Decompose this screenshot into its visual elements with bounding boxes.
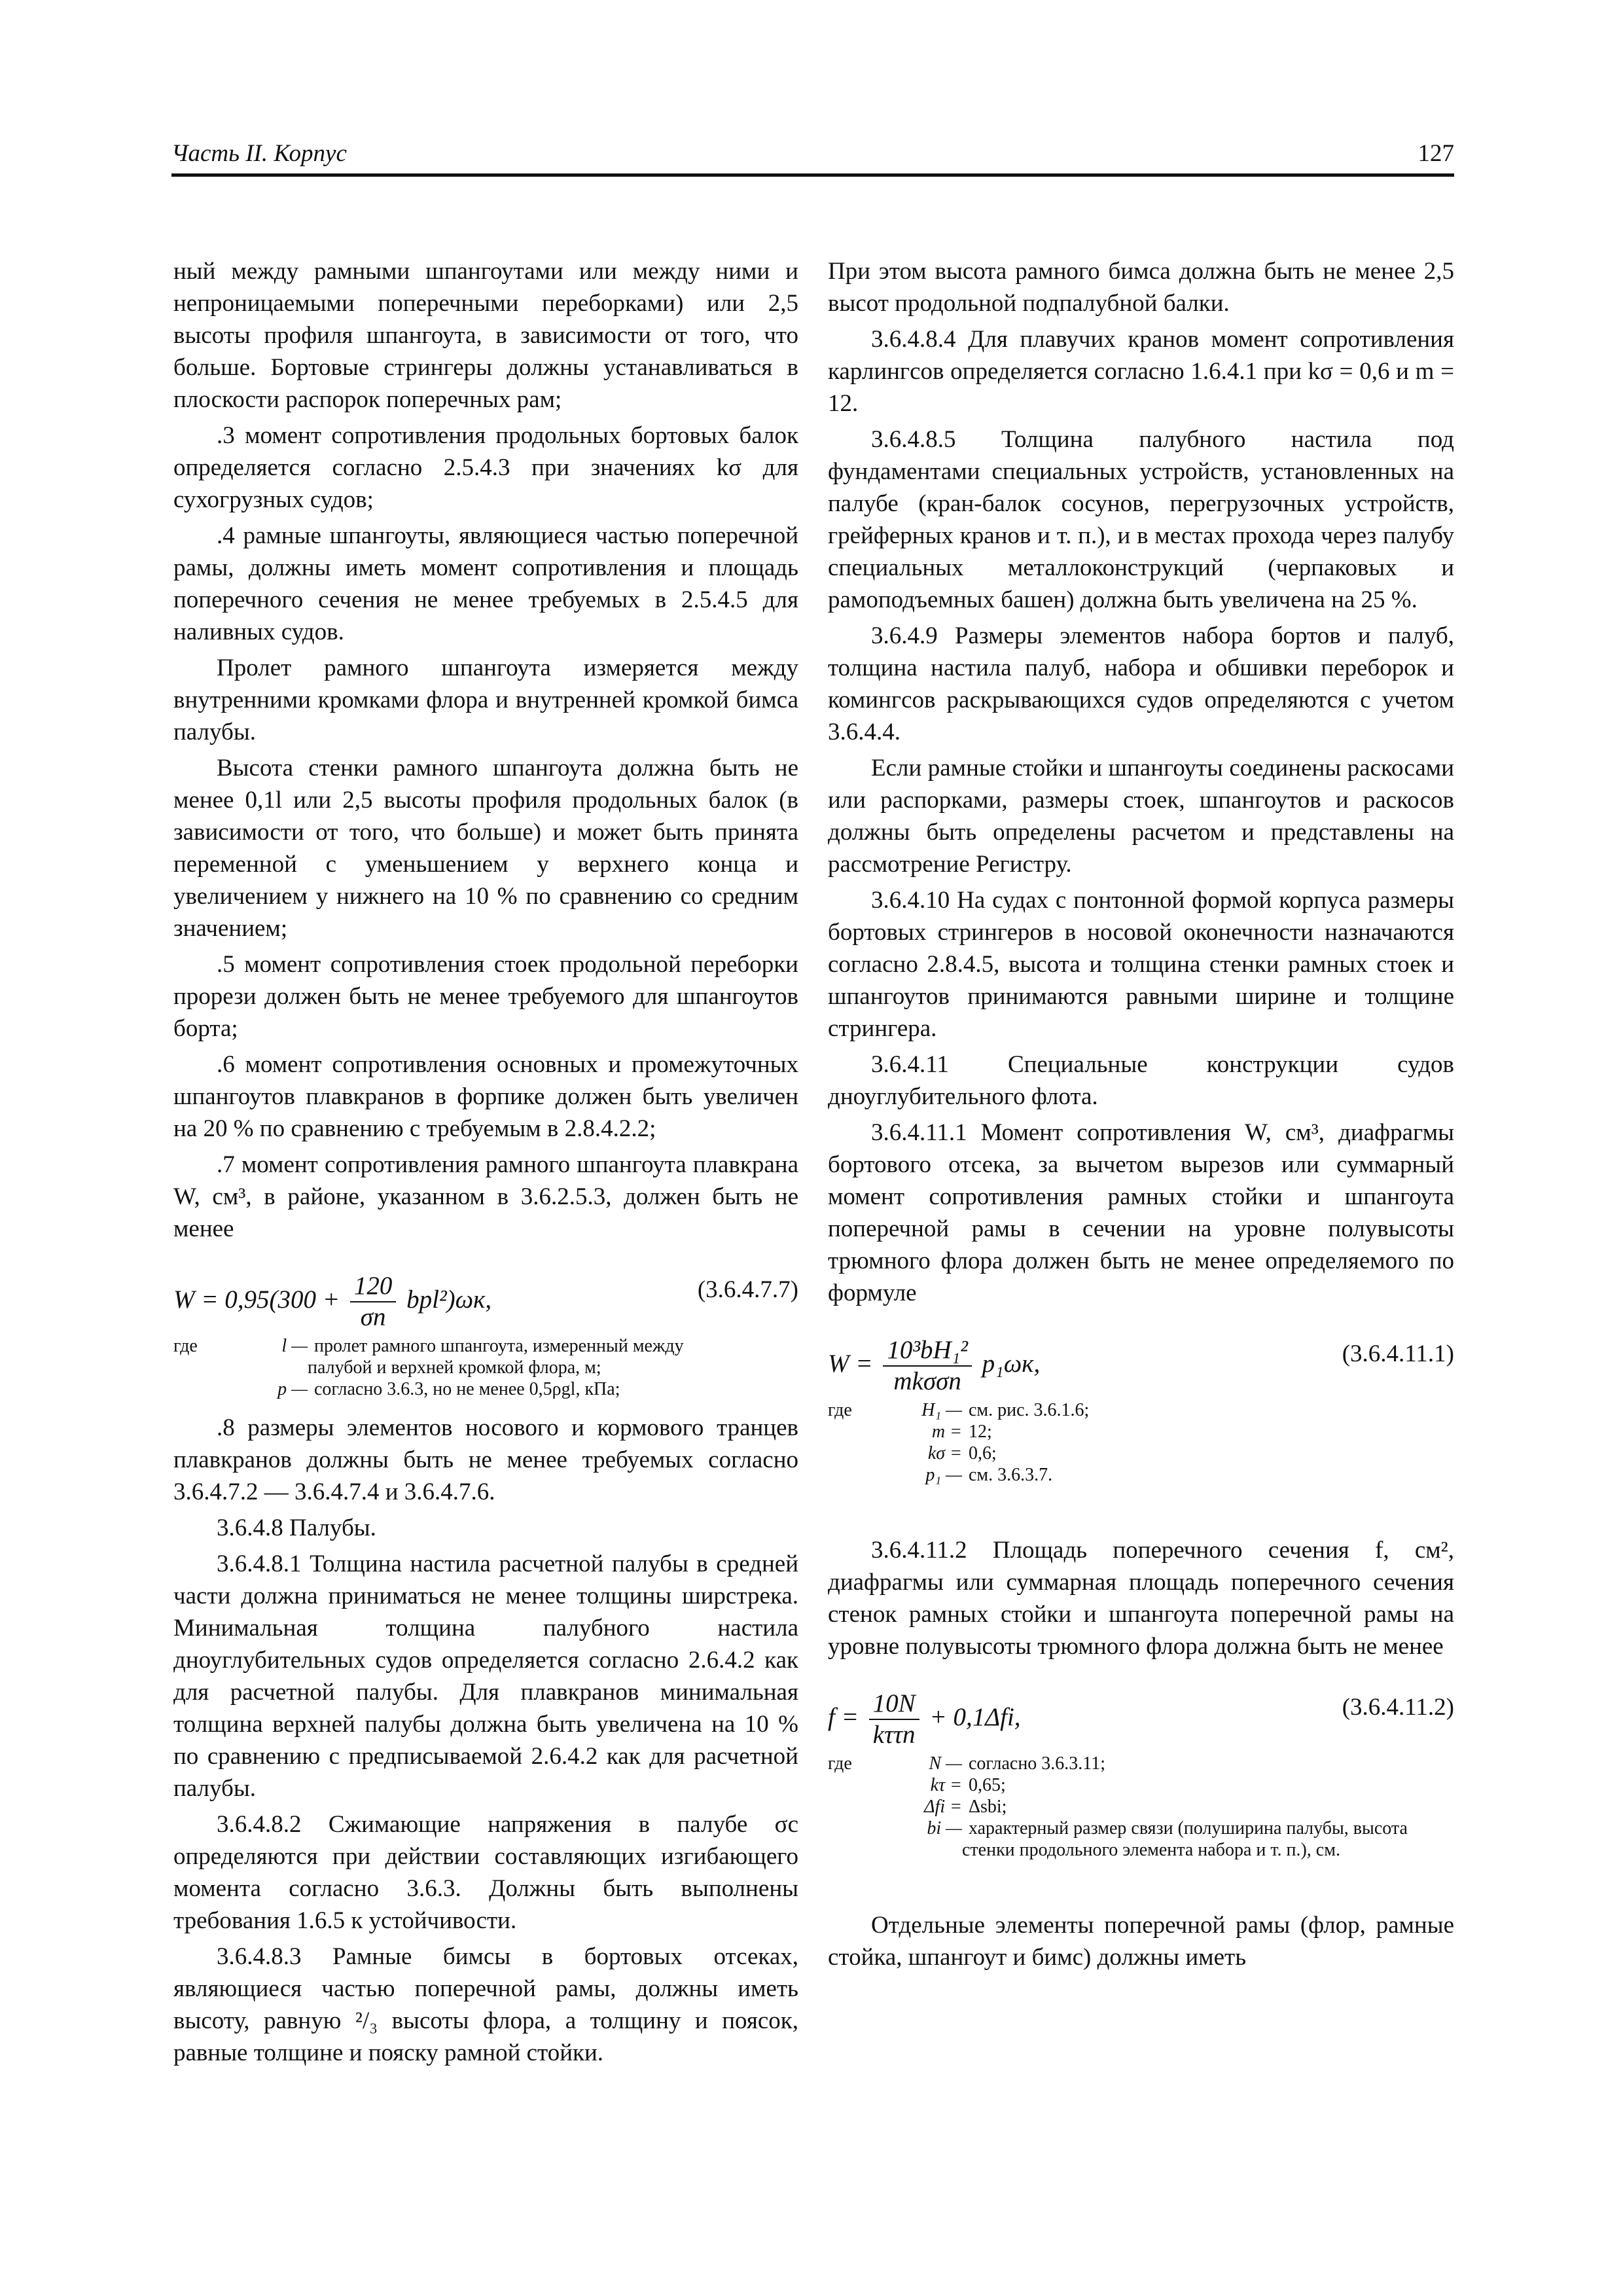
- note-prefix: где: [173, 1336, 198, 1356]
- note-text: 0,6;: [969, 1443, 997, 1463]
- formula-lhs: f =: [828, 1702, 859, 1731]
- paragraph: 3.6.4.9 Размеры элементов набора бортов и палуб, толщина настила палуб, набора и обшивки переборок и комингсов раскрывающихся судов определяются с учетом 3.6.4.4.: [828, 622, 1454, 745]
- note-row: [828, 1464, 1454, 1486]
- formula-3-6-4-7-7: [173, 1250, 798, 1329]
- note-text: согласно 3.6.3, но не менее 0,5ρgl, кПа;: [314, 1379, 620, 1399]
- note-row: [828, 1443, 1454, 1464]
- note-text: 12;: [969, 1422, 992, 1442]
- equation-number: (3.6.4.11.1): [1342, 1340, 1454, 1367]
- note-prefix: [828, 1464, 900, 1486]
- note-symbol: N —: [929, 1753, 962, 1774]
- formula-rhs: + 0,1Δfi,: [929, 1702, 1021, 1731]
- paragraph: Если рамные стойки и шпангоуты соединены раскосами или распорками, размеры стоек, шпангоутов и раскосов должны быть определены расчетом и представлены на рассмотрение Регистру.: [828, 755, 1454, 878]
- note-row: [828, 1399, 1454, 1421]
- note-continuation: стенки продольного элемента набора и т. п.), см.: [962, 1840, 1340, 1860]
- header-rule: [171, 173, 1454, 177]
- note-symbol: kτ =: [930, 1775, 962, 1795]
- paragraph: 3.6.4.8.1 Толщина настила расчетной палубы в средней части должна приниматься не менее толщины ширстрека. Минимальная толщина палубного настила дноуглубительных судов определяется согласно 2.6.4.2 как для расчетной палубы. Для плавкранов минимальная толщина верхней палубы должна быть увеличена на 10 % по сравнению с предписываемой 2.6.4.2 как для расчетной палубы.: [173, 1551, 798, 1802]
- page-number: 127: [1418, 140, 1454, 167]
- formula-expression: [173, 1271, 491, 1333]
- note-row: [173, 1378, 798, 1400]
- left-column: [173, 255, 798, 2073]
- note-prefix: [828, 1443, 900, 1464]
- note-row: [828, 1421, 1454, 1443]
- paragraph: При этом высота рамного бимса должна быть не менее 2,5 высот продольной подпалубной балки.: [828, 258, 1454, 317]
- paragraph: .8 размеры элементов носового и кормового транцев плавкранов должны быть не менее требуемых согласно 3.6.4.7.2 — 3.6.4.7.4 и 3.6.4.7.6.: [173, 1414, 798, 1505]
- note-symbol: H₁ —: [921, 1400, 962, 1420]
- note-symbol: Δfi =: [924, 1797, 962, 1817]
- note-symbol: kσ =: [927, 1443, 962, 1463]
- paragraph: .7 момент сопротивления рамного шпангоута плавкрана W, см³, в районе, указанном в 3.6.2.5.3, должен быть не менее: [173, 1151, 798, 1242]
- note-row: [828, 1818, 1454, 1839]
- note-symbol: m =: [931, 1422, 962, 1442]
- paragraph: Отдельные элементы поперечной рамы (флор, рамные стойка, шпангоут и бимс) должны иметь: [828, 1912, 1454, 1971]
- note-text: см. рис. 3.6.1.6;: [969, 1400, 1090, 1420]
- paragraph: .3 момент сопротивления продольных бортовых балок определяется согласно 2.5.4.3 при значениях kσ для сухогрузных судов;: [173, 422, 798, 513]
- note-prefix: где: [828, 1400, 852, 1420]
- note-prefix: [828, 1774, 900, 1796]
- formula-lhs: W = 0,95(300 +: [173, 1285, 340, 1314]
- paragraph: 3.6.4.10 На судах с понтонной формой корпуса размеры бортовых стрингеров в носовой оконечности назначаются согласно 2.8.4.5, высота и толщина стенки рамных стоек и шпангоутов принимаются равными ширине и толщине стрингера.: [828, 887, 1454, 1042]
- fraction-numerator: 10³bH₁²: [883, 1335, 972, 1367]
- formula-3-6-4-11-1: [828, 1314, 1454, 1393]
- formula-fraction: [350, 1271, 397, 1333]
- paragraph: Пролет рамного шпангоута измеряется между внутренними кромками флора и внутренней кромкой бимса палубы.: [173, 655, 798, 745]
- note-text: см. 3.6.3.7.: [969, 1465, 1053, 1485]
- note-row: [173, 1335, 798, 1357]
- paragraph: .5 момент сопротивления стоек продольной переборки прорези должен быть не менее требуемого для шпангоутов борта;: [173, 951, 798, 1042]
- formula-notes: [828, 1399, 1454, 1486]
- running-title: Часть II. Корпус: [171, 140, 347, 167]
- paragraph: 3.6.4.11.1 Момент сопротивления W, см³, диафрагмы бортового отсека, за вычетом вырезов или суммарный момент сопротивления рамных стойки и шпангоута поперечной рамы в сечении на уровне полувысоты трюмного флора должен быть не менее определяемого по формуле: [828, 1119, 1454, 1306]
- fraction-denominator: mkσσn: [893, 1367, 961, 1395]
- note-row: [828, 1796, 1454, 1818]
- paragraph: 3.6.4.8.3 Рамные бимсы в бортовых отсеках, являющиеся частью поперечной рамы, должны иметь высоту, равную ²/₃ высоты флора, а толщину и поясок, равные толщине и пояску рамной стойки.: [173, 1943, 798, 2066]
- equation-number: (3.6.4.11.2): [1342, 1694, 1454, 1721]
- spacer: [828, 1498, 1454, 1534]
- note-symbol: bi —: [927, 1818, 962, 1839]
- formula-lhs: W =: [828, 1349, 873, 1378]
- spacer: [828, 1873, 1454, 1909]
- paragraph: .4 рамные шпангоуты, являющиеся частью поперечной рамы, должны иметь момент сопротивления и площадь поперечного сечения не менее требуемых в 2.5.4.5 для наливных судов.: [173, 522, 798, 645]
- paragraph: 3.6.4.11.2 Площадь поперечного сечения f, см², диафрагмы или суммарная площадь поперечного сечения стенок рамных стойки и шпангоута поперечной рамы на уровне полувысоты трюмного флора должна быть не менее: [828, 1537, 1454, 1660]
- note-symbol: l —: [281, 1336, 308, 1356]
- note-symbol: p —: [277, 1379, 308, 1399]
- note-text: 0,65;: [969, 1775, 1006, 1795]
- note-row: [828, 1753, 1454, 1774]
- formula-expression: [828, 1335, 1040, 1397]
- section-heading: 3.6.4.8 Палубы.: [217, 1515, 376, 1541]
- formula-fraction: [883, 1335, 972, 1397]
- formula-rhs: bpl²)ωк,: [406, 1285, 492, 1314]
- paragraph: 3.6.4.8.5 Толщина палубного настила под фундаментами специальных устройств, установленных на палубе (кран-балок сосунов, перегрузочных устройств, грейферных кранов и т. п.), и в местах прохода через палубу специальных металлоконструкций (черпаковых и рамоподъемных башен) должна быть увеличена на 25 %.: [828, 426, 1454, 613]
- note-prefix: где: [828, 1753, 852, 1774]
- note-prefix: [828, 1421, 900, 1443]
- fraction-numerator: 120: [350, 1271, 397, 1302]
- paragraph: Высота стенки рамного шпангоута должна быть не менее 0,1l или 2,5 высоты профиля продольных балок (в зависимости от того, что больше) и может быть принята переменной с уменьшением у верхнего конца и увеличением у нижнего на 10 % по сравнению со средним значением;: [173, 755, 798, 942]
- note-text: характерный размер связи (полуширина палубы, высота: [969, 1818, 1408, 1839]
- formula-notes: [173, 1335, 798, 1400]
- note-prefix: [173, 1378, 245, 1400]
- formula-3-6-4-11-2: [828, 1668, 1454, 1749]
- equation-number: (3.6.4.7.7): [697, 1276, 798, 1303]
- right-column: [828, 255, 1454, 1977]
- note-text: Δsbi;: [969, 1797, 1007, 1817]
- paragraph: 3.6.4.8.2 Сжимающие напряжения в палубе σc определяются при действии составляющих изгибающего момента согласно 3.6.3. Должны быть выполнены требования 1.6.5 к устойчивости.: [173, 1811, 798, 1934]
- formula-notes: [828, 1753, 1454, 1861]
- fraction-denominator: kττn: [872, 1721, 916, 1749]
- paragraph: .6 момент сопротивления основных и промежуточных шпангоутов плавкранов в форпике должен быть увеличен на 20 % по сравнению с требуемым в 2.8.4.2.2;: [173, 1051, 798, 1142]
- fraction-numerator: 10N: [869, 1689, 919, 1720]
- note-prefix: [828, 1818, 900, 1839]
- note-text: пролет рамного шпангоута, измеренный между: [314, 1336, 684, 1356]
- paragraph: 3.6.4.8.4 Для плавучих кранов момент сопротивления карлингсов определяется согласно 1.6.4.1 при kσ = 0,6 и m = 12.: [828, 326, 1454, 417]
- paragraph: ный между рамными шпангоутами или между ними и непроницаемыми поперечными переборками) или 2,5 высоты профиля шпангоута, в зависимости от того, что больше. Бортовые стрингеры должны устанавливаться в плоскости распорок поперечных рам;: [173, 258, 798, 413]
- note-text: согласно 3.6.3.11;: [969, 1753, 1106, 1774]
- note-continuation: палубой и верхней кромкой флора, м;: [308, 1357, 601, 1378]
- section-heading: 3.6.4.11 Специальные конструкции судов дноуглубительного флота.: [828, 1051, 1454, 1110]
- formula-rhs: p₁ωк,: [982, 1349, 1041, 1378]
- note-prefix: [828, 1796, 900, 1818]
- formula-expression: [828, 1689, 1021, 1750]
- fraction-denominator: σn: [360, 1303, 386, 1331]
- page-header: [171, 134, 1454, 177]
- note-symbol: p₁ —: [925, 1465, 962, 1485]
- formula-fraction: [869, 1689, 919, 1750]
- note-row: [828, 1774, 1454, 1796]
